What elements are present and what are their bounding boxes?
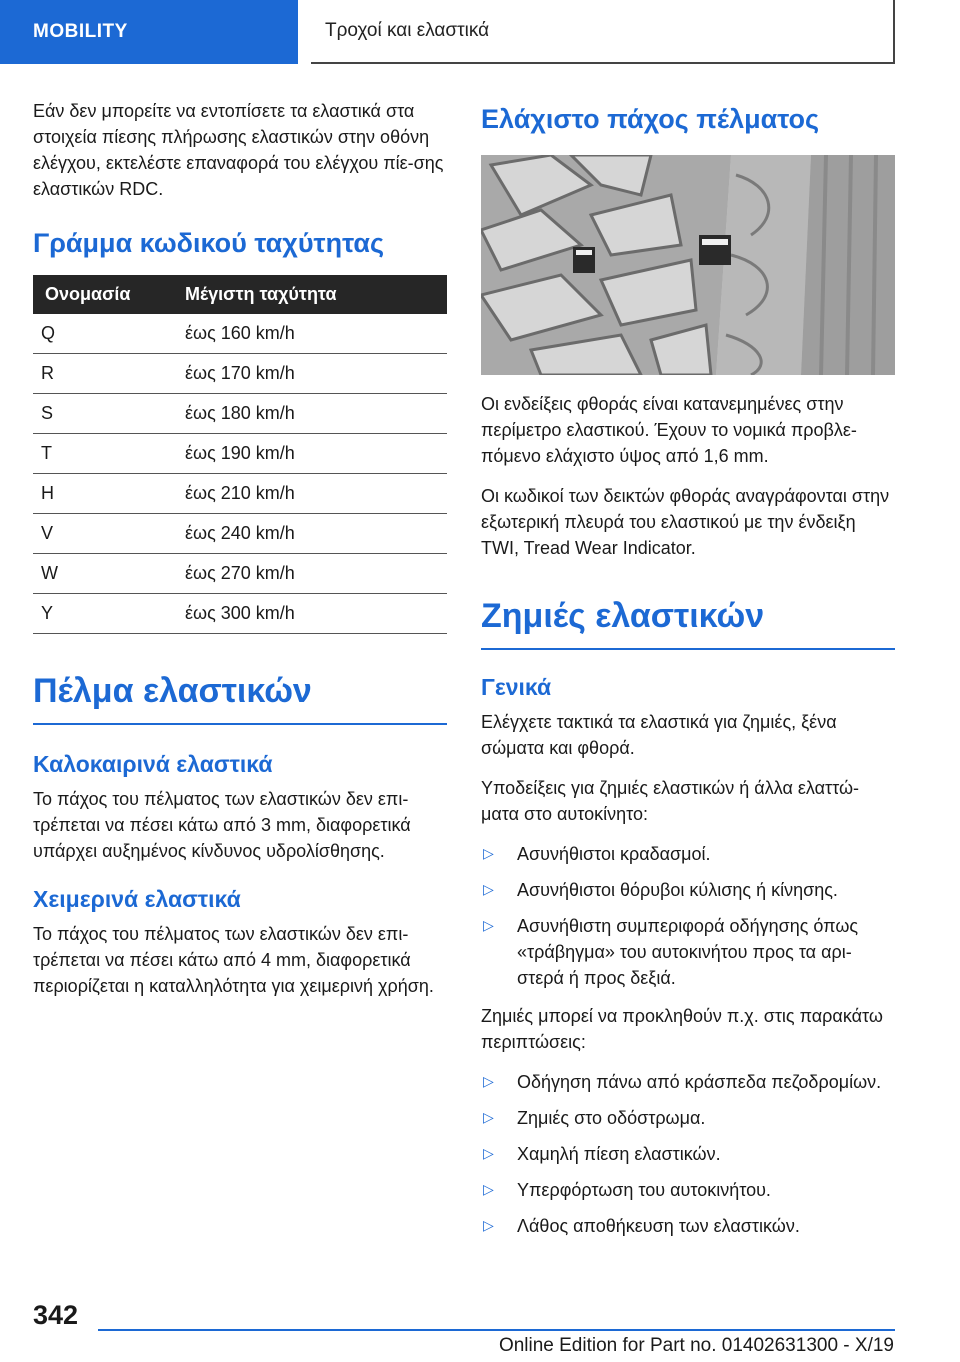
table-row: [33, 394, 447, 434]
list-item: [481, 877, 895, 903]
summer-tires-heading: Καλοκαιρινά ελαστικά: [33, 751, 273, 777]
list-item: [481, 1069, 895, 1095]
table-cell-code: V: [33, 514, 185, 554]
winter-tires-heading: Χειμερινά ελαστικά: [33, 886, 241, 912]
list-item-text: Λάθος αποθήκευση των ελαστικών.: [517, 1216, 800, 1236]
list-item-text: Χαμηλή πίεση ελαστικών.: [517, 1144, 721, 1164]
chapter-title: Τροχοί και ελαστικά: [311, 0, 895, 64]
list-item-text: Υπερφόρτωση του αυτοκινήτου.: [517, 1180, 771, 1200]
list-item: [481, 913, 895, 991]
triangle-right-icon: ▷: [483, 1218, 494, 1234]
triangle-right-icon: ▷: [483, 1146, 494, 1162]
table-header-designation: Ονομασία: [33, 275, 185, 314]
table-cell-code: S: [33, 394, 185, 434]
table-row: [33, 354, 447, 394]
table-row: [33, 514, 447, 554]
triangle-right-icon: ▷: [483, 1074, 494, 1090]
list-item: [481, 1213, 895, 1239]
intro-paragraph: Εάν δεν μπορείτε να εντοπίσετε τα ελαστικά στα στοιχεία πίεσης πλήρωσης ελαστικών στην οθόνη ελέγχου, εκτελέστε επαναφορά του ελέγχου πίε-σης ελαστικών RDC.: [33, 101, 444, 199]
damage-signs-intro: Υποδείξεις για ζημιές ελαστικών ή άλλα ελαττώ-ματα στο αυτοκίνητο:: [481, 778, 860, 824]
page-number: 342: [33, 1300, 79, 1330]
left-column: [33, 98, 447, 1013]
section-tab: MOBILITY: [0, 0, 298, 64]
triangle-right-icon: ▷: [483, 882, 494, 898]
table-row: [33, 594, 447, 634]
table-cell-speed: έως 190 km/h: [185, 434, 447, 474]
table-cell-speed: έως 180 km/h: [185, 394, 447, 434]
table-cell-speed: έως 300 km/h: [185, 594, 447, 634]
list-item: [481, 1141, 895, 1167]
table-row: [33, 554, 447, 594]
general-text: Ελέγχετε τακτικά τα ελαστικά για ζημιές, ξένα σώματα και φθορά.: [481, 712, 837, 758]
table-header-max-speed: Μέγιστη ταχύτητα: [185, 275, 447, 314]
table-cell-speed: έως 240 km/h: [185, 514, 447, 554]
list-item: [481, 841, 895, 867]
list-item-text: Ασυνήθιστη συμπεριφορά οδήγησης όπως «τράβηγμα» του αυτοκινήτου προς τα αρι-στερά ή προς δεξιά.: [517, 916, 859, 988]
edition-footer: Online Edition for Part no. 01402631300 - X/19: [498, 1335, 894, 1356]
list-item: [481, 1177, 895, 1203]
triangle-right-icon: ▷: [483, 846, 494, 862]
summer-tires-text: Το πάχος του πέλματος των ελαστικών δεν επι-τρέπεται να πέσει κάτω από 3 mm, διαφορετικά υπάρχει αυξημένος κίνδυνος υδρολίσθησης.: [33, 789, 411, 861]
list-item-text: Ασυνήθιστοι κραδασμοί.: [517, 844, 711, 864]
triangle-right-icon: ▷: [483, 918, 494, 934]
table-cell-code: W: [33, 554, 185, 594]
table-row: [33, 314, 447, 354]
list-item: [481, 1105, 895, 1131]
min-tread-text-1: Οι ενδείξεις φθοράς είναι κατανεμημένες στην περίμετρο ελαστικού. Έχουν το νομικά προβλε-πόμενο ελάχιστο ύψος από 1,6 mm.: [481, 394, 857, 466]
table-cell-code: Y: [33, 594, 185, 634]
damage-causes-intro: Ζημιές μπορεί να προκληθούν π.χ. στις παρακάτω περιπτώσεις:: [481, 1006, 883, 1052]
tread-heading: Πέλμα ελαστικών: [33, 672, 447, 725]
tire-damage-heading: Ζημιές ελαστικών: [481, 597, 895, 650]
speed-code-heading: Γράμμα κωδικού ταχύτητας: [33, 228, 385, 258]
table-cell-speed: έως 170 km/h: [185, 354, 447, 394]
winter-tires-text: Το πάχος του πέλματος των ελαστικών δεν επι-τρέπεται να πέσει κάτω από 4 mm, διαφορετικά περιορίζεται η καταλληλότητα για χειμερινή χρήση.: [33, 924, 434, 996]
triangle-right-icon: ▷: [483, 1110, 494, 1126]
right-column: [481, 98, 895, 1251]
speed-table: [33, 275, 447, 634]
tread-wear-indicator-image: [481, 155, 895, 375]
table-cell-code: Q: [33, 314, 185, 354]
list-item-text: Ζημιές στο οδόστρωμα.: [517, 1108, 706, 1128]
table-row: [33, 434, 447, 474]
damage-causes-list: [481, 1069, 895, 1239]
list-item-text: Οδήγηση πάνω από κράσπεδα πεζοδρομίων.: [517, 1072, 882, 1092]
damage-signs-list: [481, 841, 895, 991]
table-cell-code: T: [33, 434, 185, 474]
footer-divider: [98, 1329, 895, 1331]
table-cell-speed: έως 270 km/h: [185, 554, 447, 594]
table-cell-speed: έως 160 km/h: [185, 314, 447, 354]
general-heading: Γενικά: [481, 674, 552, 700]
min-tread-text-2: Οι κωδικοί των δεικτών φθοράς αναγράφονται στην εξωτερική πλευρά του ελαστικού με την ένδειξη TWI, Tread Wear Indicator.: [481, 486, 890, 558]
table-cell-speed: έως 210 km/h: [185, 474, 447, 514]
list-item-text: Ασυνήθιστοι θόρυβοι κύλισης ή κίνησης.: [517, 880, 838, 900]
table-cell-code: H: [33, 474, 185, 514]
min-tread-heading: Ελάχιστο πάχος πέλματος: [481, 104, 820, 134]
triangle-right-icon: ▷: [483, 1182, 494, 1198]
table-cell-code: R: [33, 354, 185, 394]
table-header-row: [33, 275, 447, 314]
table-row: [33, 474, 447, 514]
